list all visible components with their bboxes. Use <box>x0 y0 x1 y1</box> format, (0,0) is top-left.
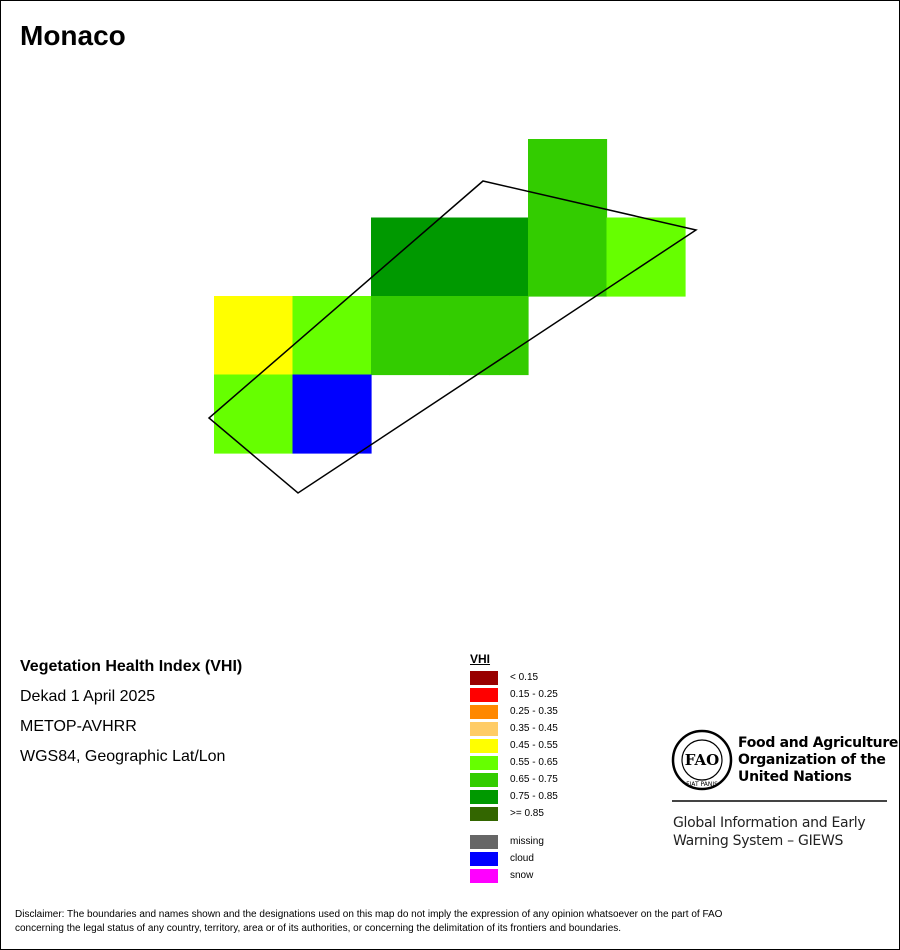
vhi-cell <box>293 375 372 454</box>
giews-name <box>673 814 865 850</box>
vhi-cell <box>371 218 450 297</box>
legend-label: < 0.15 <box>510 672 539 683</box>
vhi-cell <box>371 296 450 375</box>
legend-label: cloud <box>510 853 534 864</box>
sensor-label: METOP-AVHRR <box>20 718 137 735</box>
legend-title: VHI <box>470 652 491 666</box>
legend-label: 0.45 - 0.55 <box>510 740 558 751</box>
fao-name-line-2: Organization of the <box>738 752 886 768</box>
legend-label: 0.65 - 0.75 <box>510 774 558 785</box>
legend-label: >= 0.85 <box>510 808 544 819</box>
vhi-cell <box>528 218 607 297</box>
legend-swatch <box>470 722 498 736</box>
vhi-cell <box>450 296 529 375</box>
fao-logo-icon <box>671 729 733 791</box>
giews-line-2: Warning System – GIEWS <box>673 833 844 849</box>
legend-swatch <box>470 773 498 787</box>
vhi-grid <box>214 139 686 454</box>
map-title: Monaco <box>20 20 126 51</box>
legend-label: missing <box>510 836 544 847</box>
legend-swatch <box>470 852 498 866</box>
legend-label: 0.15 - 0.25 <box>510 689 558 700</box>
legend-swatch <box>470 688 498 702</box>
legend-swatch <box>470 671 498 685</box>
giews-line-1: Global Information and Early <box>673 815 866 831</box>
disclaimer-line-2: concerning the legal status of any country, territory, area or of its authorities, or concerning the delimitation of its frontiers and boundaries. <box>15 923 622 934</box>
fao-name-line-3: United Nations <box>738 769 852 785</box>
legend-swatch <box>470 807 498 821</box>
legend-swatch <box>470 756 498 770</box>
vhi-cell <box>450 218 529 297</box>
legend-label: 0.35 - 0.45 <box>510 723 558 734</box>
legend-swatch <box>470 869 498 883</box>
fao-name-line-1: Food and Agriculture <box>738 735 899 751</box>
vhi-cell <box>214 375 293 454</box>
legend-swatch <box>470 835 498 849</box>
projection-label: WGS84, Geographic Lat/Lon <box>20 748 226 765</box>
period-label: Dekad 1 April 2025 <box>20 688 156 705</box>
disclaimer <box>15 908 885 936</box>
fao-logo-motto: FIAT PANIS <box>686 781 718 788</box>
index-name: Vegetation Health Index (VHI) <box>20 658 243 675</box>
legend-swatch <box>470 739 498 753</box>
branding-divider <box>672 800 887 802</box>
fao-logo-letters: FAO <box>684 751 720 769</box>
vhi-cell <box>214 296 293 375</box>
legend-label: 0.75 - 0.85 <box>510 791 558 802</box>
legend-swatch <box>470 790 498 804</box>
legend-label: 0.25 - 0.35 <box>510 706 558 717</box>
legend-label: 0.55 - 0.65 <box>510 757 558 768</box>
vhi-cell <box>607 218 686 297</box>
fao-organization-name <box>738 735 898 786</box>
legend-swatch <box>470 705 498 719</box>
disclaimer-line-1: Disclaimer: The boundaries and names shown and the designations used on this map do not imply the expression of any opinion whatsoever on the part of FAO <box>15 909 723 920</box>
legend-label: snow <box>510 870 534 881</box>
